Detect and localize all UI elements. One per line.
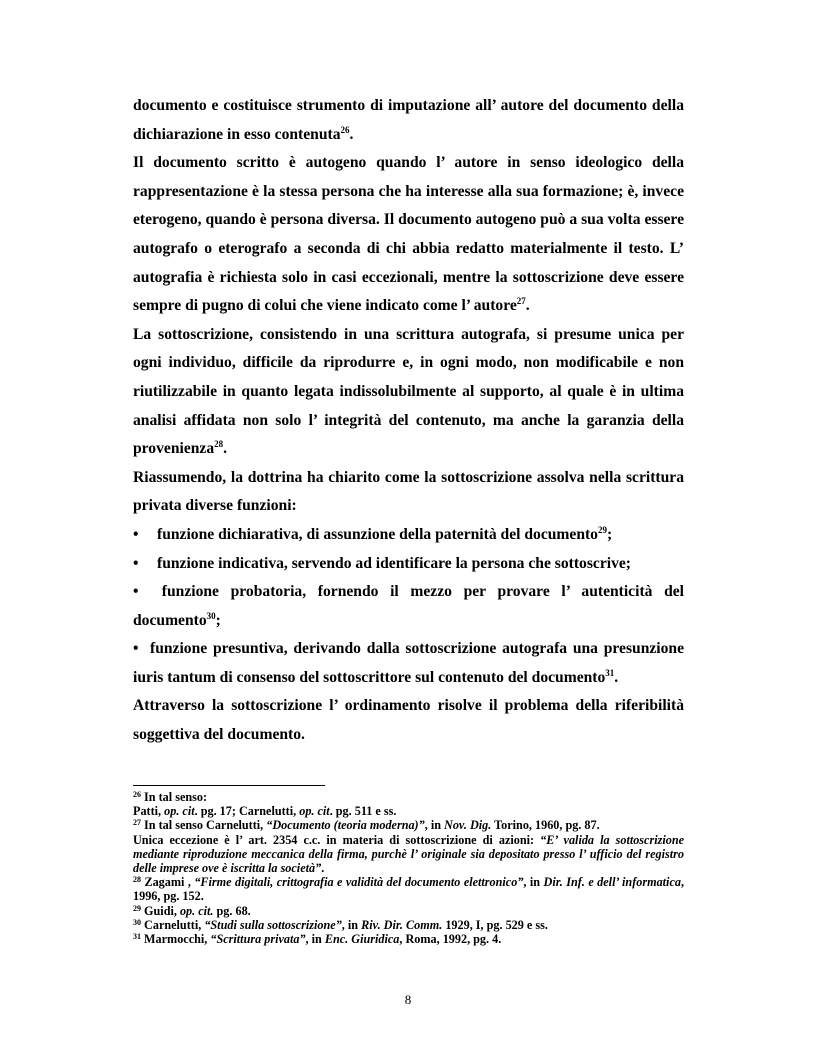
footnote-separator	[133, 785, 325, 786]
bullet-icon: •	[133, 525, 139, 543]
paragraph: documento e costituisce strumento di imputazione all’ autore del documento della dichiarazione in esso contenuta$^{26}$.	[133, 97, 684, 143]
bullet-icon: •	[133, 554, 139, 572]
paragraph: Attraverso la sottoscrizione l’ ordinamento risolve il problema della riferibilità soggettiva del documento.	[133, 697, 684, 744]
footnote-26: $^{26}$ In tal senso:	[133, 790, 208, 804]
list-item: • funzione indicativa, servendo ad identificare la persona che sottoscrive;	[133, 550, 684, 579]
footnote-ref[interactable]: 26	[340, 124, 350, 135]
footnotes	[133, 790, 684, 946]
footnote-ref[interactable]: 31	[605, 667, 615, 678]
footnote-ref[interactable]: 29	[597, 524, 607, 535]
footnote-26-cont: Patti, op. cit. pg. 17; Carnelutti, op. cit. pg. 511 e ss.	[133, 804, 397, 819]
page-body	[133, 92, 684, 750]
paragraph: Riassumendo, la dottrina ha chiarito come la sottoscrizione assolva nella scrittura privata diverse funzioni:	[133, 468, 684, 515]
paragraph: Il documento scritto è autogeno quando l’ autore in senso ideologico della rappresentazione è la stessa persona che ha interesse alla sua formazione; è, invece eterogeno, quando è persona diversa. Il documento autogeno può a sua volta essere autografo o eterografo a seconda di chi abbia redatto materialmente il testo. L’ autografia è richiesta solo in casi eccezionali, mentre la sottoscrizione deve essere sempre di pugno di colui che viene indicato come l’ autore$^{27}$.	[133, 154, 684, 315]
bullet-icon: •	[133, 640, 139, 658]
footnote-30: $^{30}$ Carnelutti, “Studi sulla sottoscrizione”, in Riv. Dir. Comm. 1929, I, pg. 529 e ss.	[133, 917, 548, 932]
footnote-ref[interactable]: 28	[214, 439, 224, 450]
footnote-27: $^{27}$ In tal senso Carnelutti, “Documento (teoria moderna)”, in Nov. Dig. Torino, 1960, pg. 87.	[133, 818, 600, 833]
footnote-31: $^{31}$ Marmocchi, “Scrittura privata”, in Enc. Giuridica, Roma, 1992, pg. 4.	[133, 932, 502, 947]
list-item: • funzione probatoria, fornendo il mezzo per provare l’ autenticità del documento$^{30}$;	[133, 583, 685, 629]
footnote-ref[interactable]: 30	[206, 610, 216, 621]
page-number: 8	[404, 992, 412, 1007]
footnote-29: $^{29}$ Guidi, op. cit. pg. 68.	[133, 903, 251, 918]
bullet-icon: •	[133, 583, 139, 601]
paragraph: La sottoscrizione, consistendo in una scrittura autografa, si presume unica per ogni individuo, difficile da riprodurre e, in ogni modo, non modificabile e non riutilizzabile in quanto legata indissolubilmente al supporto, al quale è in ultima analisi affidata non solo l’ integrità del contenuto, ma anche la garanzia della provenienza$^{28}$.	[133, 325, 684, 458]
footnote-ref[interactable]: 27	[516, 296, 526, 307]
footnote-28: $^{28}$ Zagami , “Firme digitali, crittografia e validità del documento elettronico”, in Dir. Inf. e dell’ informatica, 1996, pg. 152.	[133, 875, 684, 904]
footnote-27-cont: Unica eccezione è l’ art. 2354 c.c. in materia di sottoscrizione di azioni: “E’ valida la sottoscrizione mediante riproduzione meccanica della firma, purchè l’ originale sia depositato presso l’ ufficio del registro delle imprese ove è iscritta la società”.	[133, 832, 685, 876]
list-item: • funzione presuntiva, derivando dalla sottoscrizione autografa una presunzione iuris tantum di consenso del sottoscrittore sul contenuto del documento$^{31}$.	[133, 640, 685, 686]
list-item: • funzione dichiarativa, di assunzione della paternità del documento$^{29}$;	[133, 521, 684, 550]
